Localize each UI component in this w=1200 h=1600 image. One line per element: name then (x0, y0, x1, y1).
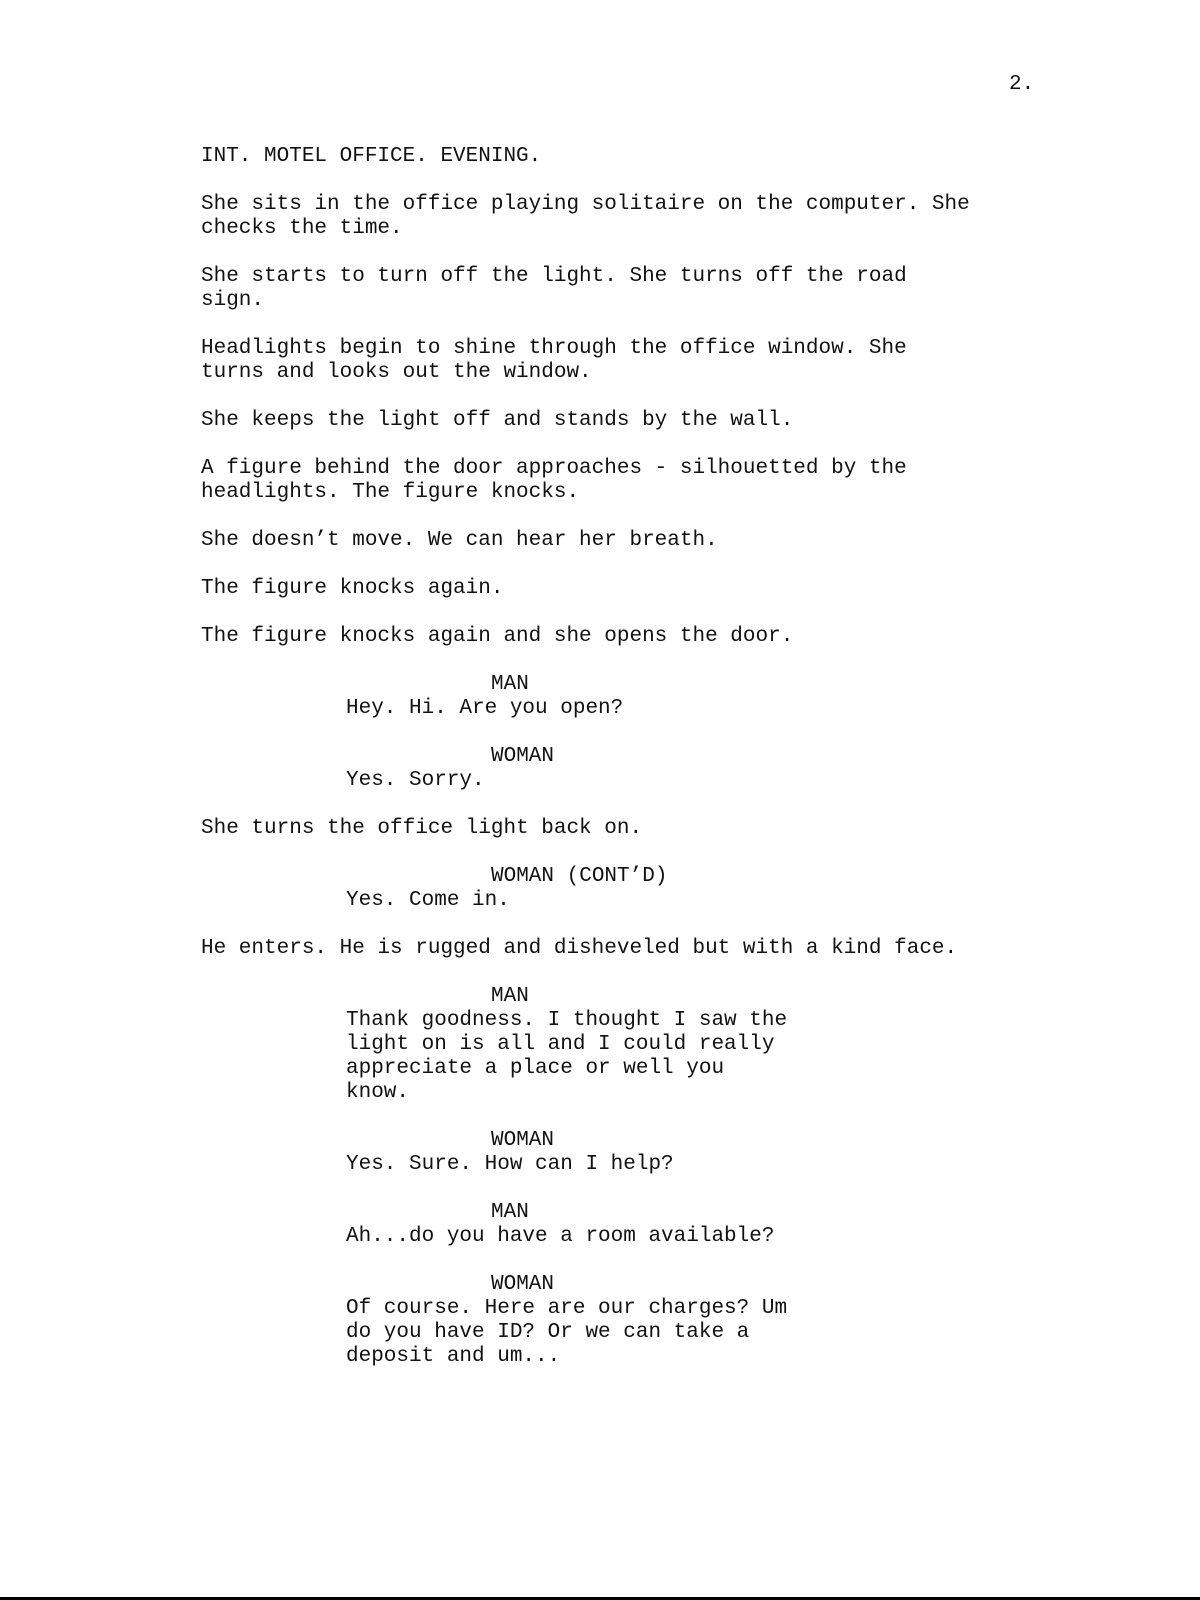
action-line: She doesn’t move. We can hear her breath. (201, 529, 718, 552)
dialogue-line: Of course. Here are our charges? Um do you have ID? Or we can take a deposit and um... (346, 1297, 788, 1368)
dialogue-line: Ah...do you have a room available? (346, 1225, 775, 1248)
character-cue: MAN (491, 985, 529, 1008)
action-line: A figure behind the door approaches - silhouetted by the headlights. The figure knocks. (201, 457, 907, 504)
action-line: The figure knocks again and she opens the door. (201, 625, 794, 648)
character-cue: MAN (491, 1201, 529, 1224)
dialogue-line: Thank goodness. I thought I saw the light on is all and I could really appreciate a place or well you know. (346, 1009, 788, 1104)
page-number: 2. (1009, 73, 1035, 96)
character-cue: WOMAN (491, 1129, 555, 1152)
action-line: She keeps the light off and stands by the wall. (201, 409, 794, 432)
dialogue-line: Yes. Sure. How can I help? (346, 1153, 674, 1176)
character-cue: WOMAN (491, 745, 555, 768)
scene-heading: INT. MOTEL OFFICE. EVENING. (201, 145, 542, 168)
action-line: She turns the office light back on. (201, 817, 643, 840)
dialogue-line: Hey. Hi. Are you open? (346, 697, 624, 720)
action-line: She starts to turn off the light. She turns off the road sign. (201, 265, 907, 312)
character-cue: MAN (491, 673, 529, 696)
action-line: The figure knocks again. (201, 577, 504, 600)
script-body (201, 145, 1081, 1393)
character-cue: WOMAN (CONT’D) (491, 865, 668, 888)
dialogue-line: Yes. Come in. (346, 889, 510, 912)
dialogue-line: Yes. Sorry. (346, 769, 485, 792)
character-cue: WOMAN (491, 1273, 555, 1296)
action-line: She sits in the office playing solitaire on the computer. She checks the time. (201, 193, 970, 240)
action-line: He enters. He is rugged and disheveled but with a kind face. (201, 937, 958, 960)
action-line: Headlights begin to shine through the office window. She turns and looks out the window. (201, 337, 907, 384)
